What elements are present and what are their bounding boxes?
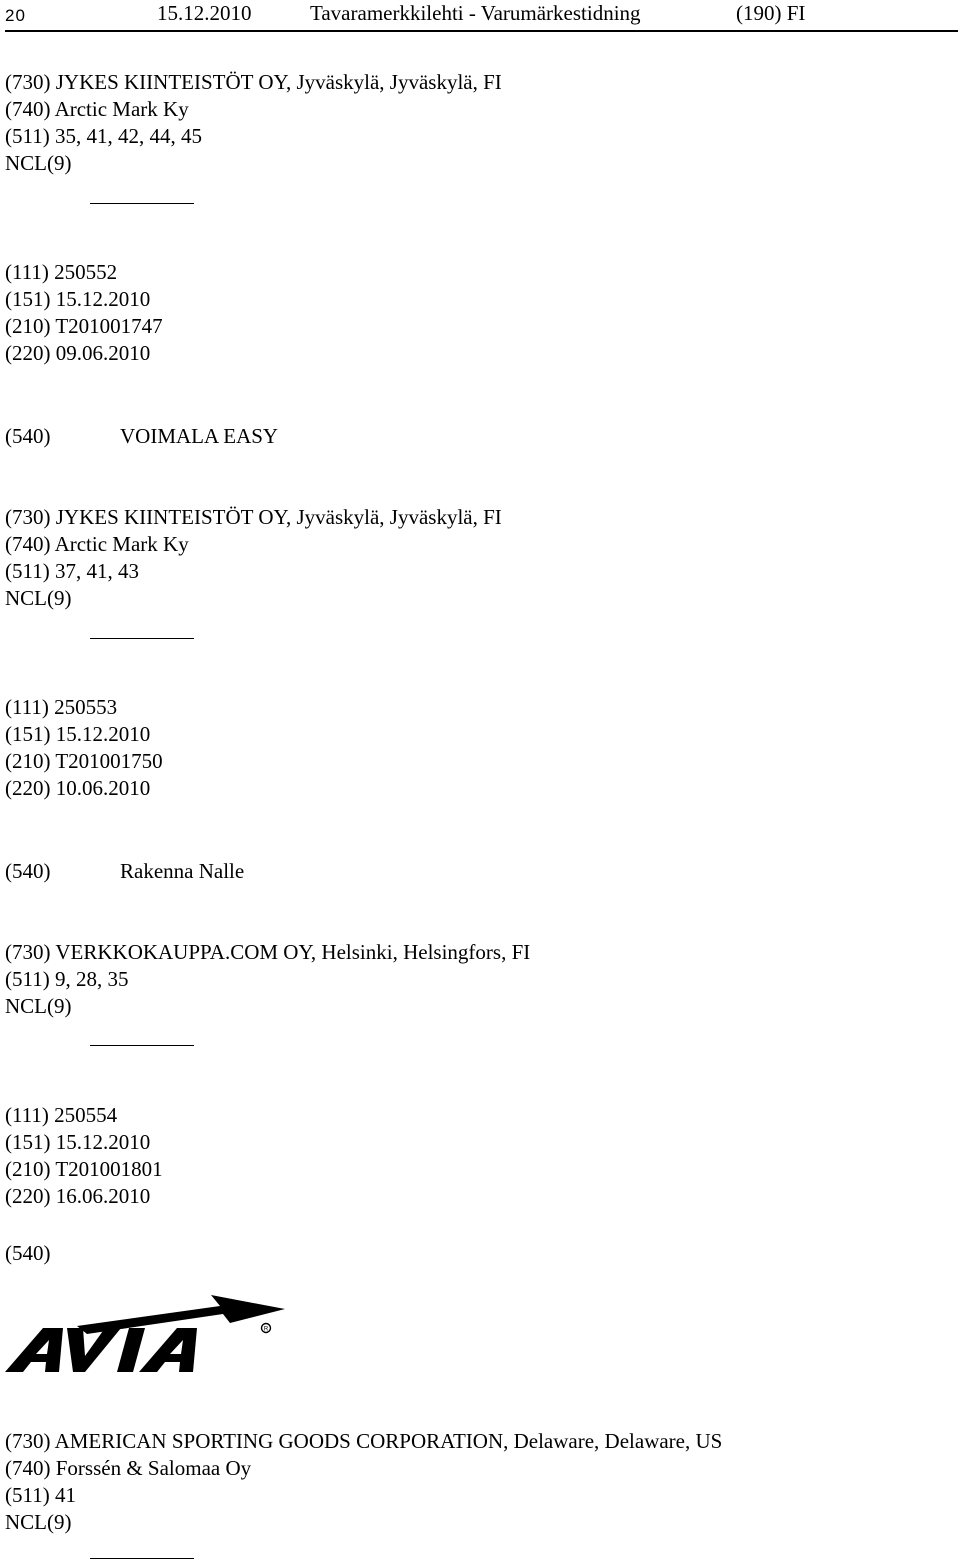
registration-number: (111) 250553 (5, 695, 118, 719)
owner-line: (730) AMERICAN SPORTING GOODS CORPORATION, Delaware, Delaware, US (5, 1429, 723, 1453)
page-number: 20 (5, 6, 26, 25)
registration-number: (111) 250552 (5, 260, 118, 284)
application-number: (210) T201001747 (5, 314, 163, 338)
mark-text: VOIMALA EASY (120, 424, 279, 448)
entry-separator (90, 1045, 194, 1046)
entry-separator (90, 638, 194, 639)
registration-date: (151) 15.12.2010 (5, 722, 151, 746)
representative-line: (740) Arctic Mark Ky (5, 97, 189, 121)
mark-code: (540) (5, 1241, 51, 1265)
filing-date: (220) 09.06.2010 (5, 341, 151, 365)
representative-line: (740) Forssén & Salomaa Oy (5, 1456, 252, 1480)
entry-separator (90, 1558, 194, 1559)
owner-line: (730) VERKKOKAUPPA.COM OY, Helsinki, Helsingfors, FI (5, 940, 531, 964)
svg-text:R: R (263, 1326, 269, 1333)
classes-line: (511) 9, 28, 35 (5, 967, 129, 991)
filing-date: (220) 16.06.2010 (5, 1184, 151, 1208)
registration-date: (151) 15.12.2010 (5, 1130, 151, 1154)
ncl-line: NCL(9) (5, 586, 72, 610)
header-title: Tavaramerkkilehti - Varumärkestidning (310, 1, 641, 25)
mark-text: Rakenna Nalle (120, 859, 245, 883)
representative-line: (740) Arctic Mark Ky (5, 532, 189, 556)
classes-line: (511) 41 (5, 1483, 76, 1507)
entry-separator (90, 203, 194, 204)
registration-number: (111) 250554 (5, 1103, 118, 1127)
classes-line: (511) 37, 41, 43 (5, 559, 139, 583)
ncl-line: NCL(9) (5, 151, 72, 175)
mark-code: (540) (5, 424, 51, 448)
application-number: (210) T201001750 (5, 749, 163, 773)
ncl-line: NCL(9) (5, 994, 72, 1018)
filing-date: (220) 10.06.2010 (5, 776, 151, 800)
classes-line: (511) 35, 41, 42, 44, 45 (5, 124, 202, 148)
application-number: (210) T201001801 (5, 1157, 163, 1181)
header-rule (5, 30, 958, 32)
mark-code: (540) (5, 859, 51, 883)
owner-line: (730) JYKES KIINTEISTÖT OY, Jyväskylä, Jyväskylä, FI (5, 505, 502, 529)
registration-date: (151) 15.12.2010 (5, 287, 151, 311)
owner-line: (730) JYKES KIINTEISTÖT OY, Jyväskylä, Jyväskylä, FI (5, 70, 502, 94)
avia-arrow-logo-icon (5, 1292, 285, 1378)
ncl-line: NCL(9) (5, 1510, 72, 1534)
header-code: (190) FI (736, 1, 806, 25)
header-date: 15.12.2010 (157, 1, 252, 25)
